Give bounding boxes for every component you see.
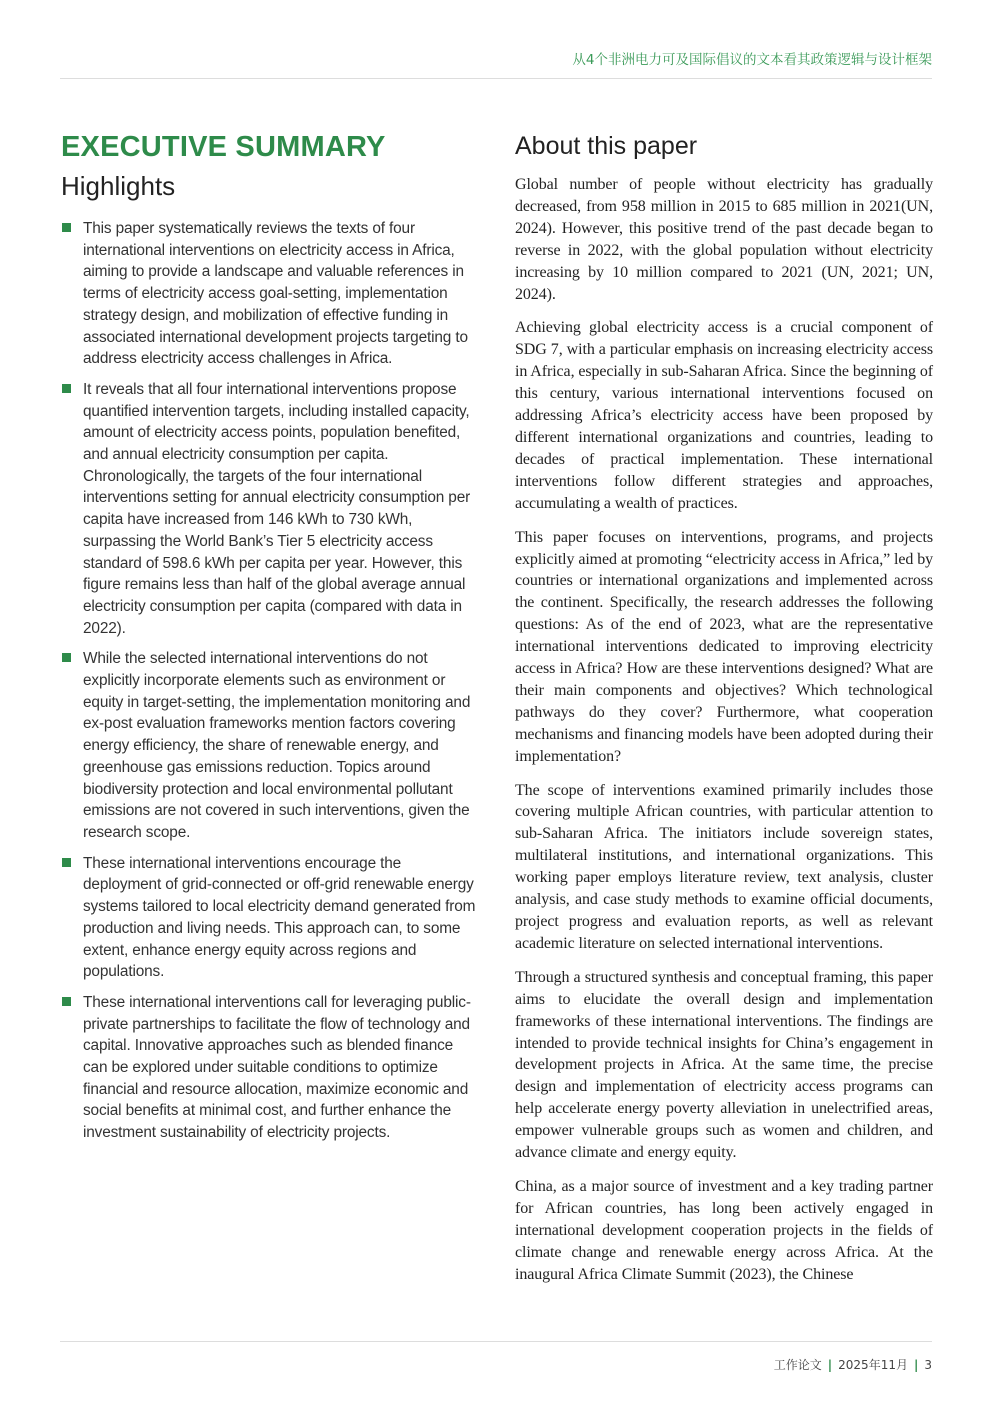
bullet-text: While the selected international interventions do not explicitly incorporate elements such as environment or equity in target-setting, the implementation monitoring and ex-post evaluation frameworks mention factors covering energy efficiency, the share of renewable energy, and greenhouse gas emissions reduction. Topics around biodiversity protection and local environmental pollutant emissions are not covered in such interventions, given the research scope. [83,650,471,841]
list-item [61,218,481,370]
square-bullet-icon [62,223,71,232]
list-item [61,648,481,843]
footer-series: 工作论文 [773,1358,822,1372]
about-heading: About this paper [515,132,698,160]
page-footer [60,1341,932,1373]
square-bullet-icon [62,384,71,393]
footer-date: 2025年11月 [838,1358,908,1372]
running-header [60,48,932,79]
paragraph: China, as a major source of investment and a key trading partner for African countries, has long been actively engaged in international development cooperation projects in the fields of climate change and renewable energy across Africa. At the inaugural Africa Climate Summit (2023), the Chinese [515,1177,933,1283]
bullet-text: These international interventions encourage the deployment of grid-connected or off-grid renewable energy systems tailored to local electricity demand generated from production and living needs. This approach can, to some extent, enhance energy equity across regions and populations. [83,854,476,981]
square-bullet-icon [62,997,71,1006]
divider: | [913,1358,919,1372]
square-bullet-icon [62,653,71,662]
bullet-text: These international interventions call for leveraging public-private partnerships to facilitate the flow of technology and capital. Innovative approaches such as blended finance can be explored under suitable conditions to optimize financial and resource allocation, maximize economic and social benefits at minimal cost, and further enhance the investment sustainability of electricity projects. [83,993,471,1142]
highlights-heading: Highlights [61,171,176,201]
paragraph: This paper focuses on interventions, programs, and projects explicitly aimed at promoting “electricity access in Africa,” led by countries or international organizations and implemented across the continent. Specifically, the research addresses the following questions: As of the end of 2023, what are the representative international interventions dedicated to improving electricity access in Africa? How are these interventions designed? What are their main components and objectives? Which technological pathways do they cover? Furthermore, what cooperation mechanisms and financing models have been adopted during their implementation? [515,528,933,765]
header-title: 从4个非洲电力可及国际倡议的文本看其政策逻辑与设计框架 [572,52,932,68]
paragraph: Through a structured synthesis and conceptual framing, this paper aims to elucidate the overall design and implementation frameworks of these international interventions. The findings are intended to provide technical insights for China’s engagement in development projects in Africa. At the same time, the precise design and implementation of electricity access programs can help accelerate energy poverty alleviation in unelectrified areas, empower vulnerable groups such as women and children, and advance climate and energy equity. [515,968,933,1162]
list-item [61,992,481,1144]
paragraph: The scope of interventions examined primarily includes those covering multiple African countries, with particular attention to sub-Saharan Africa. The initiators include sovereign states, multilateral institutions, and international organizations. This working paper employs literature review, text analysis, cluster analysis, and case study methods to examine official documents, project progress and evaluation reports, as well as relevant academic literature on selected international interventions. [515,781,933,952]
paragraph: Global number of people without electricity has gradually decreased, from 958 million in 2015 to 685 million in 2021(UN, 2024). However, this positive trend of the past decade began to reverse in 2022, with the global population without electricity increasing by 10 million compared to 2021 (UN, 2021; UN, 2024). [515,176,933,303]
executive-summary-column [61,128,481,1153]
highlights-list [61,218,481,1144]
bullet-text: This paper systematically reviews the texts of four international interventions on electricity access in Africa, aiming to provide a landscape and valuable references in terms of electricity access goal-setting, implementation strategy design, and mobilization of effective funding in associated international development projects targeting to address electricity access challenges in Africa. [83,220,468,368]
square-bullet-icon [62,858,71,867]
section-title: EXECUTIVE SUMMARY [61,131,386,163]
paragraph: Achieving global electricity access is a crucial component of SDG 7, with a particular emphasis on increasing electricity access in Africa, especially in sub-Saharan Africa. Since the beginning of this century, various international interventions focused on addressing Africa’s electricity access have been proposed by different international organizations and countries, leading to decades of practical implementation. These international interventions follow different strategies and approaches, accumulating a wealth of practices. [515,319,933,512]
page-number: 3 [924,1358,932,1372]
divider: | [827,1358,833,1372]
list-item [61,379,481,639]
list-item [61,853,481,983]
about-column [515,128,933,1298]
bullet-text: It reveals that all four international interventions propose quantified intervention targets, including installed capacity, amount of electricity access points, population benefited, and annual electricity consumption per capita. Chronologically, the targets of the four international interventions setting for annual electricity consumption per capita have increased from 146 kWh to 730 kWh, surpassing the World Bank’s Tier 5 electricity access standard of 598.6 kWh per capita per year. However, this figure remains less than half of the global average annual electricity consumption per capita (compared with data in 2022). [83,380,471,637]
